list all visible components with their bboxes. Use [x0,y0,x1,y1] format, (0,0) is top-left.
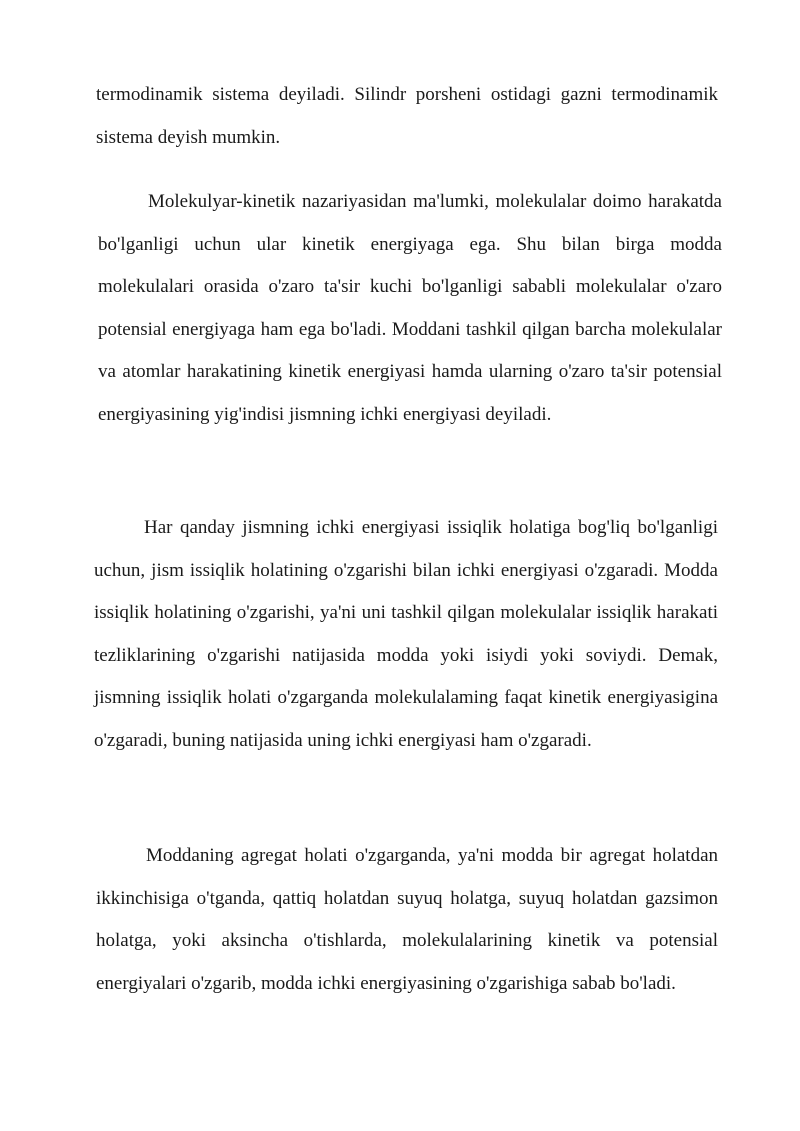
paragraph-internal-energy-definition: Molekulyar-kinetik nazariyasidan ma'lumki, molekulalar doimo harakatda bo'lganligi uchun ular kinetik energiyaga ega. Shu bilan birga modda molekulalari orasida o'zaro ta'sir kuchi bo'lganligi sababli molekulalar o'zaro potensial energiyaga ham ega bo'ladi. Moddani tashkil qilgan barcha molekulalar va atomlar harakatining kinetik energiyasi hamda ularning o'zaro ta'sir potensial energiyasining yig'indisi jismning ichki energiyasi deyiladi. [98,191,722,425]
paragraph-aggregate-state-change: Moddaning agregat holati o'zgarganda, ya'ni modda bir agregat holatdan ikkinchisiga o'tganda, qattiq holatdan suyuq holatga, suyuq holatdan gazsimon holatga, yoki aksincha o'tishlarda, molekulalarining kinetik va potensial energiyalari o'zgarib, modda ichki energiyasining o'zgarishiga sabab bo'ladi. [96,845,718,994]
paragraph-thermal-state-change: Har qanday jismning ichki energiyasi issiqlik holatiga bog'liq bo'lganligi uchun, jism issiqlik holatining o'zgarishi bilan ichki energiyasi o'zgaradi. Modda issiqlik holatining o'zgarishi, ya'ni uni tashkil qilgan molekulalar issiqlik harakati tezliklarining o'zgarishi natijasida modda yoki isiydi yoki soviydi. Demak, jismning issiqlik holati o'zgarganda molekulalaming faqat kinetik energiyasigina o'zgaradi, buning natijasida uning ichki energiyasi ham o'zgaradi. [94,517,718,751]
paragraph-continuation: termodinamik sistema deyiladi. Silindr porsheni ostidagi gazni termodinamik sistema deyish mumkin. [96,84,718,148]
